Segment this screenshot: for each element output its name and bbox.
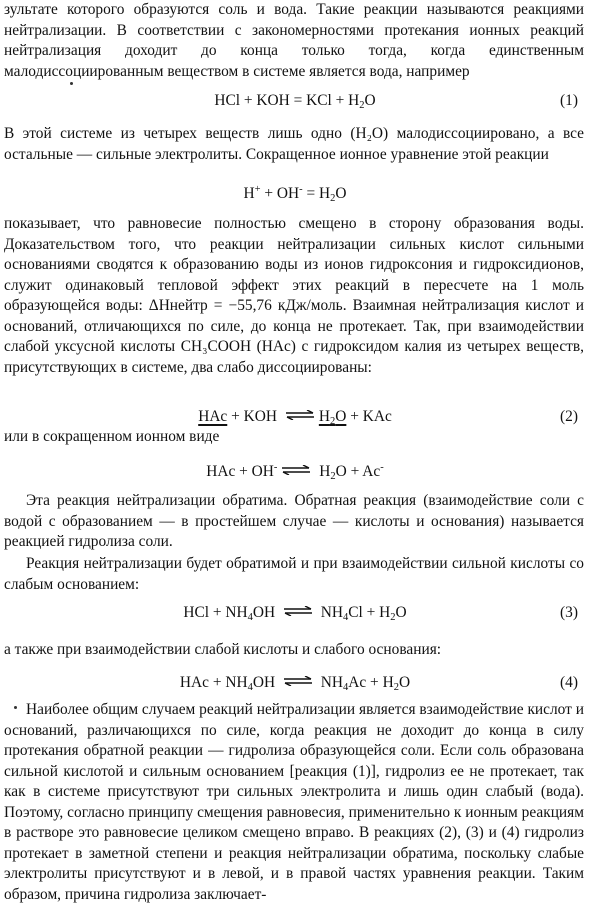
equation-4-formula: HAc + $NH_4OH$ $NH_4Ac + H_2O$ bbox=[179, 674, 411, 693]
ionic-equation-2 bbox=[0, 458, 590, 480]
equation-2-number: (2) bbox=[560, 408, 578, 425]
equation-3-number: (3) bbox=[560, 604, 578, 621]
equation-3-formula: HCl + $NH_4OH$ $NH_4Cl + H_2O$ bbox=[183, 604, 407, 623]
equation-3 bbox=[0, 603, 590, 625]
paragraph-hydrolysis-definition: Эта реакция нейтрализации обратима. Обратная реакция (взаимодействие соли с водой с образованием — в простейшем случае — кислоты и основания) называется реакцией гидролиза соли. bbox=[4, 492, 584, 550]
ionic-equation-2-formula: HAc + OH- $H_2O + Ac^-$ bbox=[206, 462, 384, 482]
equilibrium-arrow-icon bbox=[283, 676, 313, 686]
equation-1 bbox=[0, 91, 590, 113]
paragraph-heat-effect: показывает, что равновесие полностью смещено в сторону образования воды. Доказательством того, что реакции нейтрализации сильных кислот сильными основаниями сводятся к образованию воды из ионов гидроксония и гидроксидионов, служит одинаковый тепловой эффект этих реакций в пересчете на 1 моль образующейся воды: ΔHнейтр = −55,76 кДж/моль. Взаимная нейтрализация кислот и оснований, отличающихся по силе, до конца не протекает. Так, при взаимодействии слабой уксусной кислоты CH₃COOH (HAc) с гидроксидом калия из четырех веществ, присутствующих в системе, два слабо диссоциированы: bbox=[4, 215, 584, 376]
paragraph-weak-acid-base: а также при взаимодействии слабой кислоты и слабого основания: bbox=[4, 641, 442, 658]
paragraph-ionic-form-label: или в сокращенном ионном виде bbox=[4, 428, 220, 445]
equation-1-formula: HCl + KOH = KCl + $H_2O$ bbox=[214, 92, 376, 111]
print-speck bbox=[70, 82, 73, 85]
equilibrium-arrow-icon bbox=[285, 410, 315, 420]
equilibrium-arrow-icon bbox=[281, 465, 311, 475]
equation-2 bbox=[0, 407, 590, 429]
equation-1-number: (1) bbox=[560, 92, 578, 109]
equation-2-formula: HAc + KOH $H_2O$ + KAc bbox=[198, 408, 392, 427]
equation-4-number: (4) bbox=[560, 674, 578, 691]
paragraph-general-case: Наиболее общим случаем реакций нейтрализации является взаимодействие кислот и оснований, различающихся по силе, когда реакция не доходит до конца в силу протекания обратной реакции — гидролиза образующейся соли. Если соль образована сильной кислотой и сильным основанием [реакция (1)], гидролиз ее не протекает, так как в системе присутствуют три сильных электролита и лишь один слабый (вода). Поэтому, согласно принципу смещения равновесия, применительно к ионным реакциям в растворе это равновесие целиком смещено вправо. В реакциях (2), (3) и (4) гидролиз протекает в заметной степени и реакция нейтрализации обратима, поскольку слабые электролиты присутствуют и в левой, и в правой частях уравнения реакции. Таким образом, причина гидролиза заключает- bbox=[4, 701, 584, 903]
equilibrium-arrow-icon bbox=[283, 606, 313, 616]
equation-4 bbox=[0, 673, 590, 695]
paragraph-neutralization-intro: зультате которого образуются соль и вода. Такие реакции называются реакциями нейтрализации. В соответствии с закономерностями протекания ионных реакций нейтрализация доходит до конца только тогда, когда единственным малодиссоциированным веществом в системе является вода, например bbox=[4, 1, 584, 80]
ionic-equation-1 bbox=[0, 180, 590, 202]
paragraph-weak-base: Реакция нейтрализации будет обратимой и при взаимодействии сильной кислоты со слабым основанием: bbox=[4, 555, 584, 593]
paragraph-strong-electrolytes: В этой системе из четырех веществ лишь одно (H₂O) малодиссоциировано, а все остальные — сильные электролиты. Сокращенное ионное уравнение этой реакции bbox=[4, 125, 584, 163]
ionic-equation-1-formula: $H^+ + OH^- = H_2O$ bbox=[243, 184, 347, 204]
